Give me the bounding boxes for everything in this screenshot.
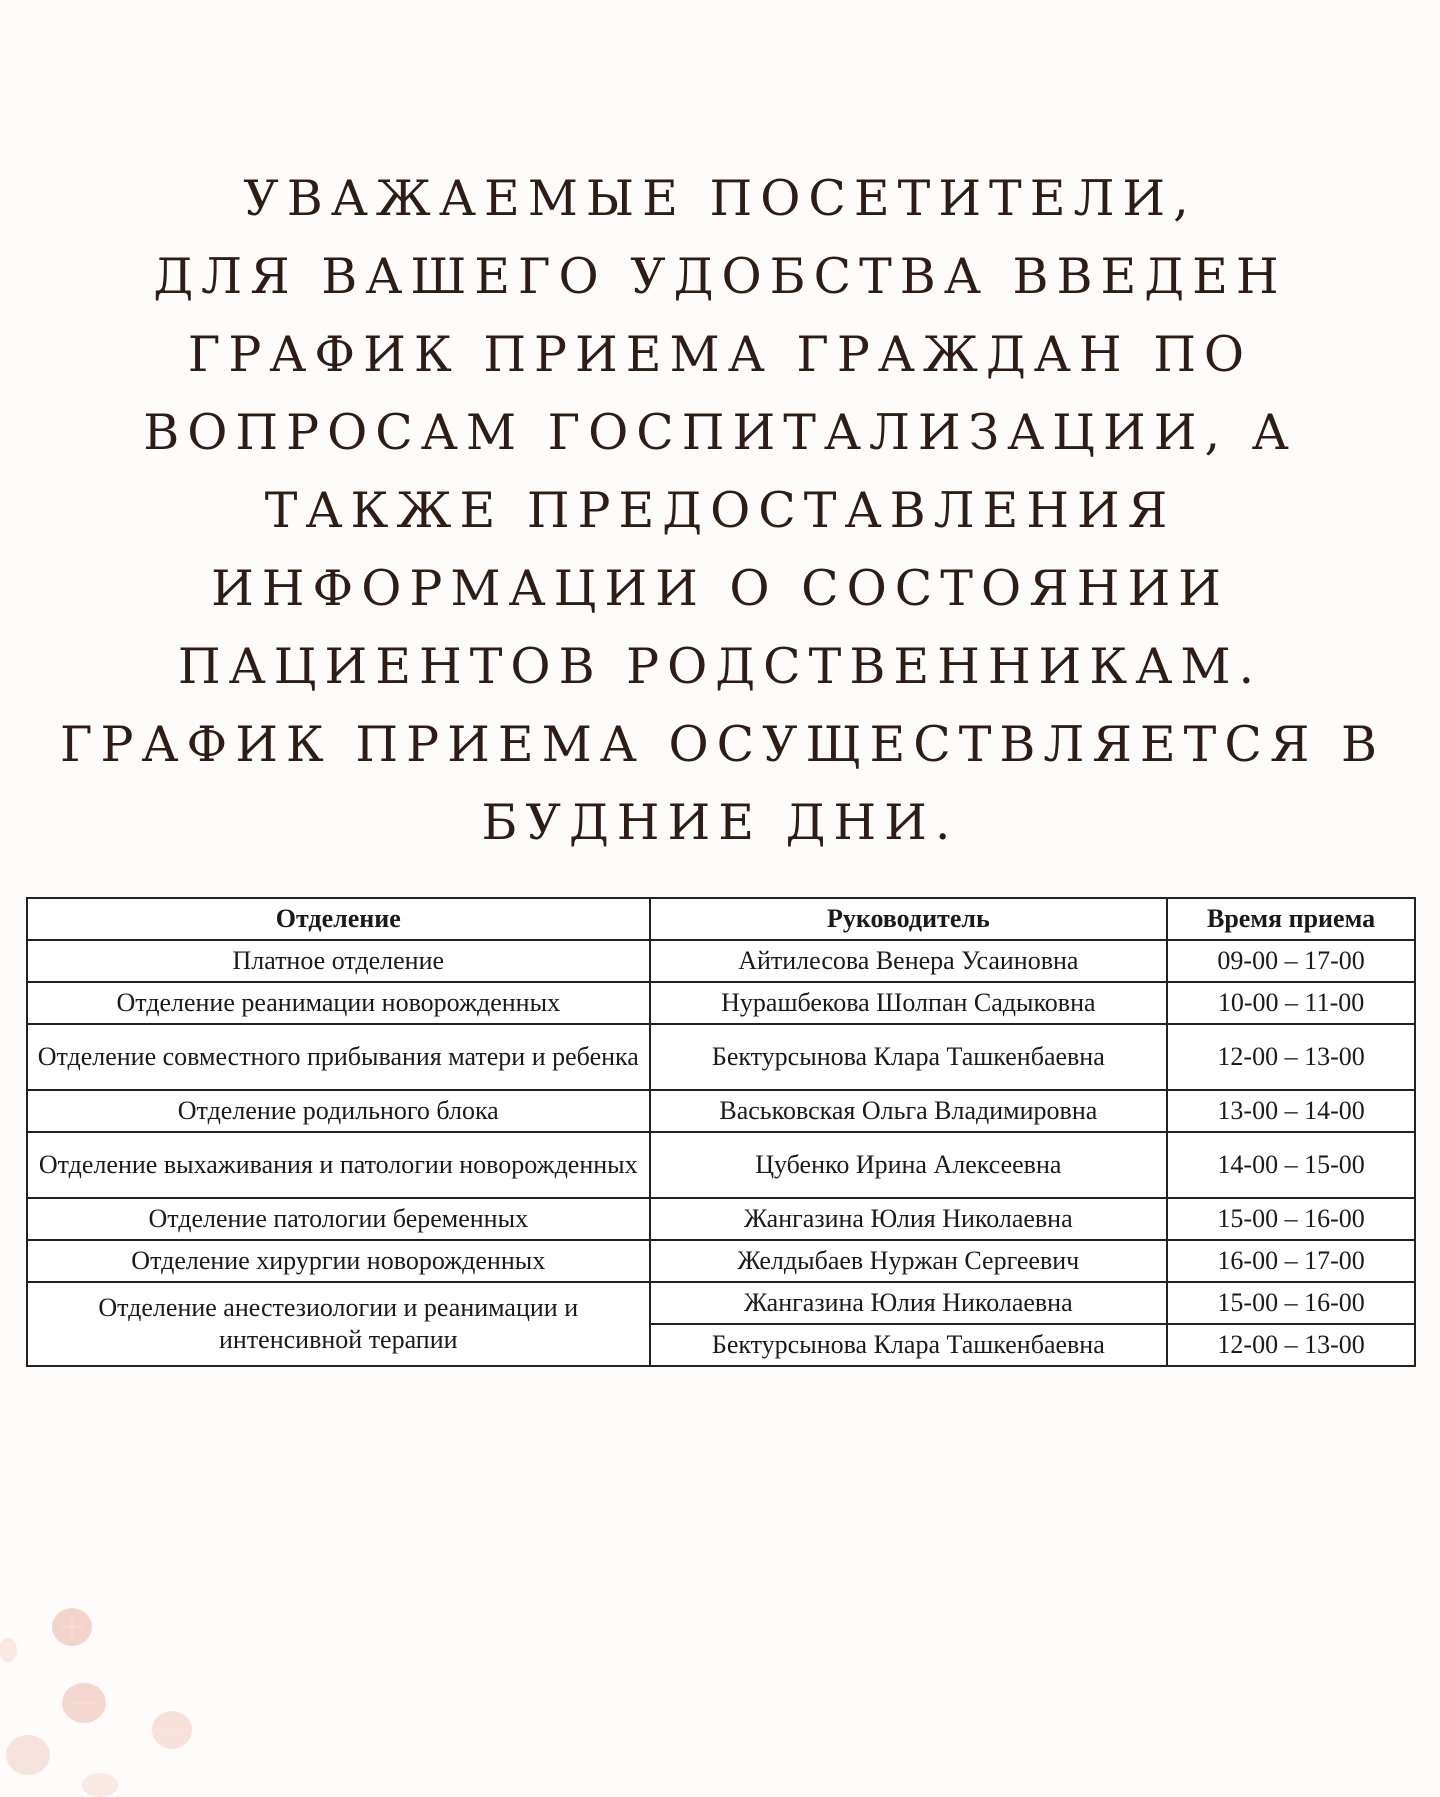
decor-dot-icon [62, 1683, 106, 1723]
column-header-time: Время приема [1167, 898, 1415, 940]
head-cell: Жангазина Юлия Николаевна [650, 1198, 1168, 1240]
page-headline [60, 160, 1385, 862]
table-row [27, 1024, 1415, 1090]
time-cell: 15-00 – 16-00 [1167, 1198, 1415, 1240]
head-cell: Бектурсынова Клара Ташкенбаевна [650, 1024, 1168, 1090]
headline-line: ИНФОРМАЦИИ О СОСТОЯНИИ [211, 560, 1229, 617]
time-cell: 10-00 – 11-00 [1167, 982, 1415, 1024]
department-cell: Платное отделение [27, 940, 650, 982]
time-cell: 16-00 – 17-00 [1167, 1240, 1415, 1282]
headline-line: БУДНИЕ ДНИ. [481, 794, 959, 851]
time-cell: 15-00 – 16-00 [1167, 1282, 1415, 1324]
headline-line: ТАКЖЕ ПРЕДОСТАВЛЕНИЯ [264, 482, 1176, 539]
head-cell: Жангазина Юлия Николаевна [650, 1282, 1168, 1324]
decor-dot-icon [82, 1773, 118, 1797]
table-row [27, 1240, 1415, 1282]
department-cell: Отделение анестезиологии и реанимации и интенсивной терапии [27, 1282, 650, 1366]
table-row [27, 1090, 1415, 1132]
headline-line: ПАЦИЕНТОВ РОДСТВЕННИКАМ. [177, 638, 1263, 695]
column-header-head: Руководитель [650, 898, 1168, 940]
column-header-department: Отделение [27, 898, 650, 940]
headline-line: ВОПРОСАМ ГОСПИТАЛИЗАЦИИ, А [143, 404, 1297, 461]
table-row [27, 1198, 1415, 1240]
table-header-row [27, 898, 1415, 940]
decor-dot-icon [152, 1711, 192, 1749]
table-row [27, 1282, 1415, 1324]
time-cell: 12-00 – 13-00 [1167, 1024, 1415, 1090]
table-row [27, 1132, 1415, 1198]
head-cell: Айтилесова Венера Усаиновна [650, 940, 1168, 982]
decor-dot-icon [0, 1638, 17, 1662]
headline-line: УВАЖАЕМЫЕ ПОСЕТИТЕЛИ, [243, 170, 1197, 227]
time-cell: 14-00 – 15-00 [1167, 1132, 1415, 1198]
time-cell: 09-00 – 17-00 [1167, 940, 1415, 982]
headline-line: ГРАФИК ПРИЕМА ГРАЖДАН ПО [187, 326, 1253, 383]
schedule-table [26, 897, 1416, 1367]
department-cell: Отделение выхаживания и патологии новорожденных [27, 1132, 650, 1198]
table-row [27, 940, 1415, 982]
head-cell: Желдыбаев Нуржан Сергеевич [650, 1240, 1168, 1282]
headline-line: ГРАФИК ПРИЕМА ОСУЩЕСТВЛЯЕТСЯ В [60, 716, 1385, 773]
decorative-dots [0, 1580, 220, 1797]
head-cell: Васьковская Ольга Владимировна [650, 1090, 1168, 1132]
decor-dot-icon [52, 1608, 92, 1646]
head-cell: Нурашбекова Шолпан Садыковна [650, 982, 1168, 1024]
department-cell: Отделение реанимации новорожденных [27, 982, 650, 1024]
head-cell: Цубенко Ирина Алексеевна [650, 1132, 1168, 1198]
head-cell: Бектурсынова Клара Ташкенбаевна [650, 1324, 1168, 1366]
decor-dot-icon [6, 1735, 50, 1775]
headline-line: ДЛЯ ВАШЕГО УДОБСТВА ВВЕДЕН [153, 248, 1287, 305]
department-cell: Отделение хирургии новорожденных [27, 1240, 650, 1282]
department-cell: Отделение родильного блока [27, 1090, 650, 1132]
department-cell: Отделение патологии беременных [27, 1198, 650, 1240]
department-cell: Отделение совместного прибывания матери и ребенка [27, 1024, 650, 1090]
time-cell: 12-00 – 13-00 [1167, 1324, 1415, 1366]
table-row [27, 982, 1415, 1024]
time-cell: 13-00 – 14-00 [1167, 1090, 1415, 1132]
